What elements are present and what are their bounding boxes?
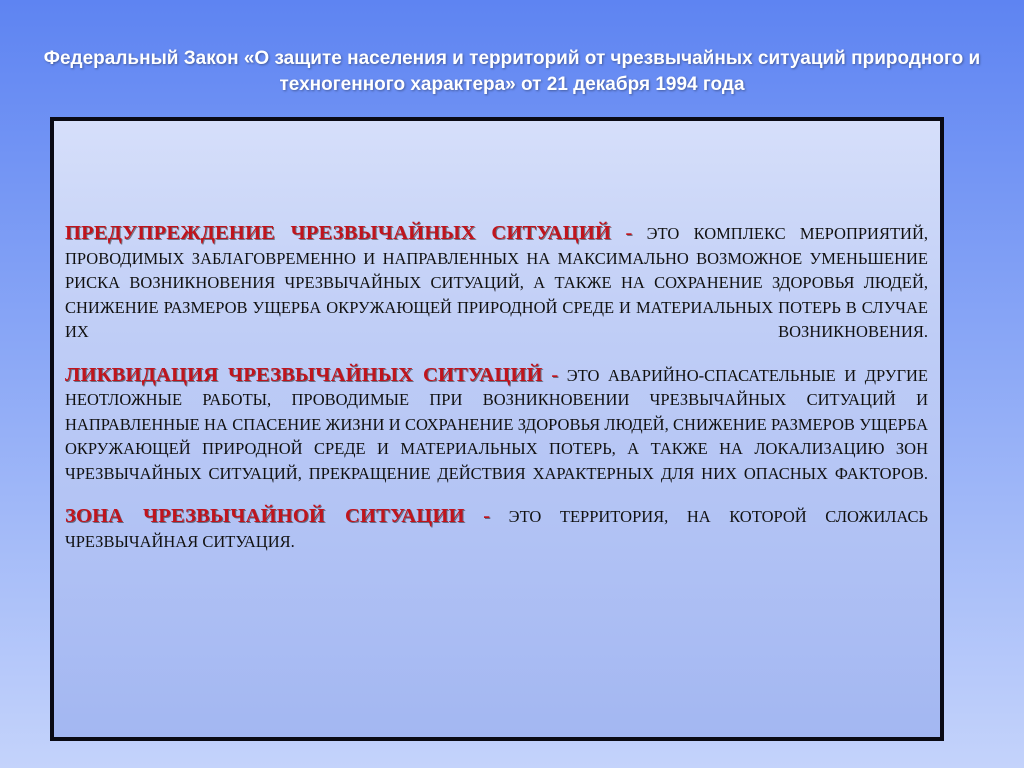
definition-separator: -: [551, 363, 559, 386]
definition-term: ЗОНА ЧРЕЗВЫЧАЙНОЙ СИТУАЦИИ: [65, 505, 465, 527]
definition-emergency-prevention: [65, 221, 928, 345]
definition-term: ПРЕДУПРЕЖДЕНИЕ ЧРЕЗВЫЧАЙНЫХ СИТУАЦИЙ: [65, 222, 612, 244]
definition-term: ЛИКВИДАЦИЯ ЧРЕЗВЫЧАЙНЫХ СИТУАЦИЙ: [65, 363, 543, 386]
slide-title: Федеральный Закон «О защите населения и территорий от чрезвычайных ситуаций природного и техногенного характера» от 21 декабря 1994 года: [43, 48, 981, 95]
definition-emergency-liquidation: [65, 363, 928, 487]
definition-text: ЭТО ТЕРРИТОРИЯ, НА КОТОРОЙ СЛОЖИЛАСЬ ЧРЕЗВЫЧАЙНАЯ СИТУАЦИЯ.: [65, 507, 929, 551]
definitions-box: [50, 117, 944, 741]
definition-text: ЭТО АВАРИЙНО-СПАСАТЕЛЬНЫЕ И ДРУГИЕ НЕОТЛОЖНЫЕ РАБОТЫ, ПРОВОДИМЫЕ ПРИ ВОЗНИКНОВЕНИИ ЧРЕЗВЫЧАЙНЫХ СИТУАЦИЙ И НАПРАВЛЕННЫЕ НА СПАСЕНИЕ ЖИЗНИ И СОХРАНЕНИЕ ЗДОРОВЬЯ ЛЮДЕЙ, СНИЖЕНИЕ РАЗМЕРОВ УЩЕРБА ОКРУЖАЮЩЕЙ ПРИРОДНОЙ СРЕДЕ И МАТЕРИАЛЬНЫХ ПОТЕРЬ, А ТАКЖЕ НА ЛОКАЛИЗАЦИЮ ЗОН ЧРЕЗВЫЧАЙНЫХ СИТУАЦИЙ, ПРЕКРАЩЕНИЕ ДЕЙСТВИЯ ХАРАКТЕРНЫХ ДЛЯ НИХ ОПАСНЫХ ФАКТОРОВ.: [65, 365, 929, 483]
definition-separator: -: [625, 222, 633, 244]
definitions-list: [65, 221, 928, 572]
definition-text: ЭТО КОМПЛЕКС МЕРОПРИЯТИЙ, ПРОВОДИМЫХ ЗАБЛАГОВРЕМЕННО И НАПРАВЛЕННЫХ НА МАКСИМАЛЬНО ВОЗМОЖНОЕ УМЕНЬШЕНИЕ РИСКА ВОЗНИКНОВЕНИЯ ЧРЕЗВЫЧАЙНЫХ СИТУАЦИЙ, А ТАКЖЕ НА СОХРАНЕНИЕ ЗДОРОВЬЯ ЛЮДЕЙ, СНИЖЕНИЕ РАЗМЕРОВ УЩЕРБА ОКРУЖАЮЩЕЙ ПРИРОДНОЙ СРЕДЕ И МАТЕРИАЛЬНЫХ ПОТЕРЬ В СЛУЧАЕ ИХ ВОЗНИКНОВЕНИЯ.: [65, 224, 929, 341]
definition-emergency-zone: [65, 504, 928, 554]
definition-separator: -: [483, 505, 491, 527]
